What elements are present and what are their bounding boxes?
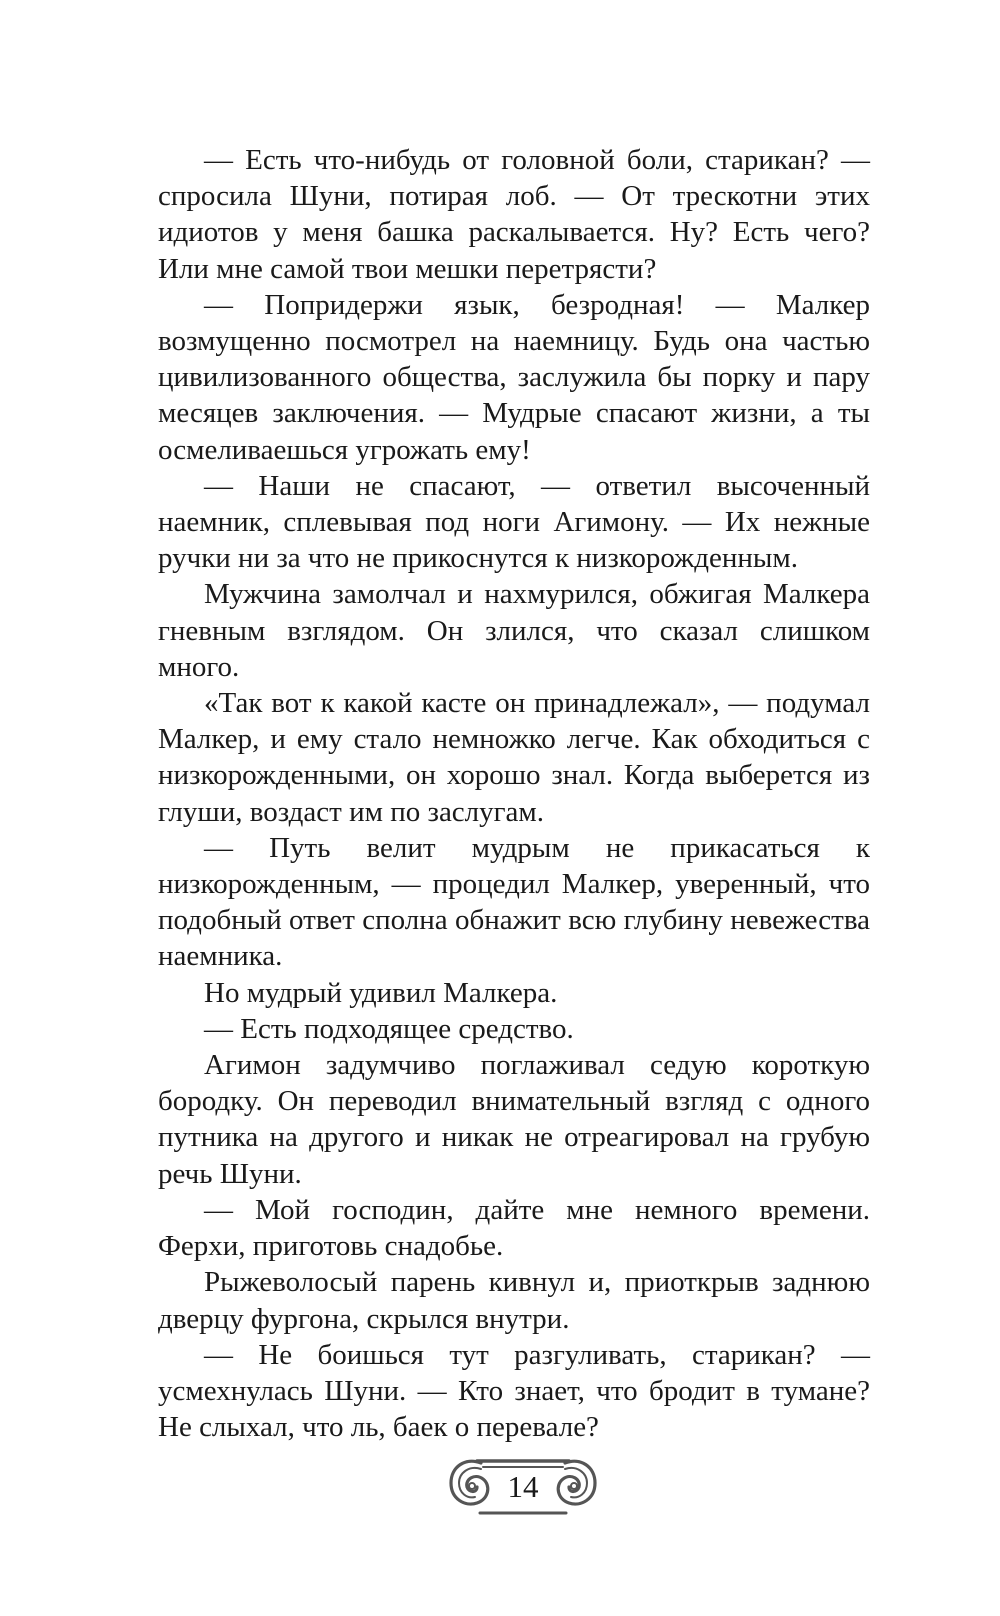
paragraph: Агимон задумчиво поглаживал седую короткую бородку. Он переводил внимательный взгляд с одного путника на другого и никак не отреагировал на грубую речь Шуни.: [158, 1049, 870, 1190]
paragraph: — Попридержи язык, безродная! — Малкер возмущенно посмотрел на наемницу. Будь она частью цивилизованного общества, заслужила бы порку и пару месяцев заключения. — Мудрые спасают жизни, а ты осмеливаешься угрожать ему!: [158, 288, 870, 466]
paragraph: «Так вот к какой касте он принадлежал», — подумал Малкер, и ему стало немножко легче. Как обходиться с низкорожденными, он хорошо знал. Когда выберется из глуши, воздаст им по заслугам.: [158, 687, 870, 828]
paragraph: — Есть что-нибудь от головной боли, старикан? — спросила Шуни, потирая лоб. — От трескотни этих идиотов у меня башка раскалывается. Ну? Есть чего? Или мне самой твои мешки перетрясти?: [158, 144, 870, 285]
paragraph: — Наши не спасают, — ответил высоченный наемник, сплевывая под ноги Агимону. — Их нежные ручки ни за что не прикоснутся к низкорожденным.: [158, 469, 870, 575]
paragraph: — Есть подходящее средство.: [204, 1012, 574, 1045]
paragraph: Но мудрый удивил Малкера.: [204, 976, 558, 1009]
paragraph: — Путь велит мудрым не прикасаться к низкорожденным, — процедил Малкер, уверенный, что подобный ответ сполна обнажит всю глубину невежества наемника.: [158, 831, 870, 973]
paragraph: Мужчина замолчал и нахмурился, обжигая Малкера гневным взглядом. Он злился, что сказал слишком много.: [158, 578, 870, 683]
page-number-block: [447, 1455, 599, 1519]
paragraph: Рыжеволосый парень кивнул и, приоткрыв заднюю дверцу фургона, скрылся внутри.: [158, 1266, 870, 1335]
paragraph: — Не боишься тут разгуливать, старикан? — усмехнулась Шуни. — Кто знает, что бродит в тумане? Не слыхал, что ль, баек о перевале?: [158, 1338, 870, 1444]
page-number: 14: [507, 1469, 539, 1504]
body-text: [158, 142, 870, 1445]
paragraph: — Мой господин, дайте мне немного времени. Ферхи, приготовь снадобье.: [158, 1193, 870, 1263]
